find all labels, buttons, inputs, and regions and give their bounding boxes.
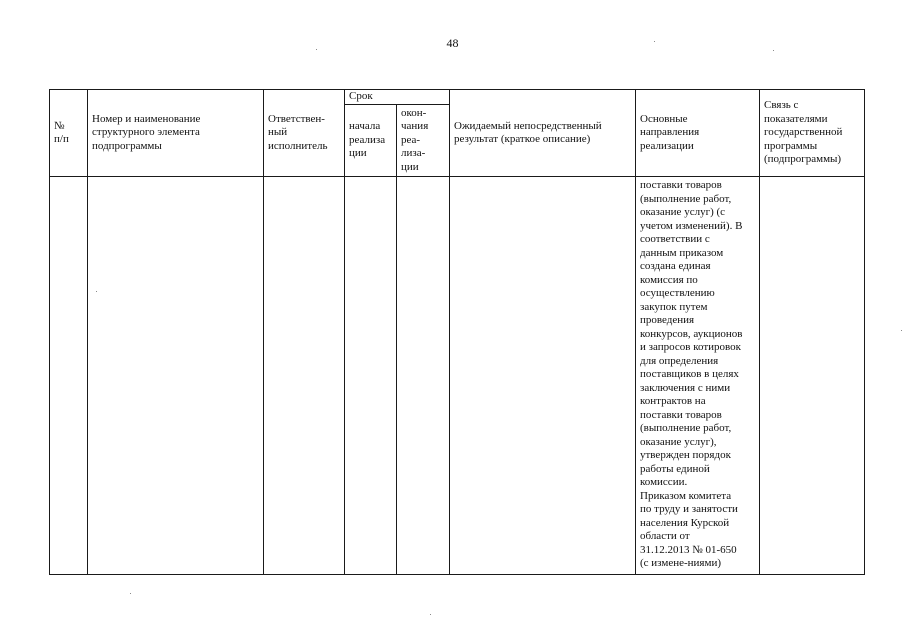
header-responsible-line: Ответствен-: [268, 112, 325, 125]
scan-speck: [901, 330, 902, 331]
directions-line: заключения с ними: [640, 381, 731, 394]
scan-speck: [316, 49, 317, 50]
header-responsible-line: ный: [268, 126, 288, 139]
header-start-line: реализа: [349, 133, 386, 146]
directions-line: закупок путем: [640, 300, 708, 313]
scan-speck: [654, 41, 655, 42]
cell-num: [50, 177, 88, 575]
header-end-line: ции: [401, 160, 419, 173]
scan-speck: [130, 593, 131, 594]
header-start-line: начала: [349, 120, 381, 132]
header-end-line: реа-: [401, 133, 421, 146]
directions-line: (выполнение работ,: [640, 192, 732, 205]
header-link-line: (подпрограммы): [764, 153, 842, 166]
directions-line: конкурсов, аукционов: [640, 327, 743, 340]
scan-speck: [773, 50, 774, 51]
header-start: [345, 104, 397, 177]
directions-line: учетом изменений). В: [640, 219, 743, 232]
directions-line: комиссии.: [640, 476, 688, 488]
header-result-line: Ожидаемый непосредственный: [454, 119, 602, 132]
header-result: [450, 90, 636, 177]
directions-line: поставки товаров: [640, 408, 722, 421]
directions-line: соответствии с: [640, 233, 710, 245]
header-name-line: Номер и наименование: [92, 112, 201, 125]
cell-start: [345, 177, 397, 575]
directions-line: области от: [640, 530, 690, 542]
header-link-line: Связь с: [764, 99, 799, 112]
directions-line: работы единой: [640, 462, 710, 475]
directions-line: по труду и занятости: [640, 503, 738, 515]
header-end-line: лиза-: [401, 147, 426, 159]
header-name-line: структурного элемента: [92, 126, 200, 139]
directions-line: поставщиков в целях: [640, 368, 739, 380]
header-num-line: п/п: [54, 133, 69, 145]
cell-result: [450, 177, 636, 575]
header-name: [88, 90, 264, 177]
directions-line: оказание услуг),: [640, 435, 717, 448]
directions-line: создана единая: [640, 260, 711, 272]
directions-line: для определения: [640, 354, 719, 367]
header-name-line: подпрограммы: [92, 139, 162, 152]
header-num: [50, 90, 88, 177]
cell-responsible: [264, 177, 345, 575]
scan-speck: [96, 291, 97, 292]
header-srok: Срок: [345, 90, 450, 105]
program-table: [49, 89, 865, 575]
directions-line: Приказом комитета: [640, 489, 732, 502]
header-link: [760, 90, 865, 177]
header-link-line: государственной: [764, 126, 843, 139]
header-result-line: результат (краткое описание): [454, 133, 591, 145]
directions-line: проведения: [640, 314, 695, 326]
cell-link: [760, 177, 865, 575]
directions-line: (выполнение работ,: [640, 422, 732, 434]
header-end-line: окон-: [401, 106, 427, 119]
directions-line: и запросов котировок: [640, 341, 742, 353]
directions-line: населения Курской: [640, 516, 730, 529]
directions-line: контрактов на: [640, 395, 706, 407]
cell-end: [397, 177, 450, 575]
header-responsible: [264, 90, 345, 177]
header-end-line: чания: [401, 120, 429, 132]
header-row-1: [50, 90, 865, 105]
header-directions-line: направления: [640, 126, 700, 139]
scan-speck: [430, 614, 431, 615]
page-number: 48: [446, 36, 459, 50]
directions-line: данным приказом: [640, 246, 724, 259]
header-directions: [636, 90, 760, 177]
directions-line: комиссия по: [640, 273, 698, 286]
directions-line: поставки товаров: [640, 179, 722, 191]
directions-line: оказание услуг) (с: [640, 206, 726, 218]
header-end: [397, 104, 450, 177]
header-responsible-line: исполнитель: [268, 139, 328, 152]
header-directions-line: реализации: [640, 139, 694, 152]
cell-directions: [636, 177, 760, 575]
cell-name: [88, 177, 264, 575]
header-link-line: программы: [764, 139, 818, 152]
header-num-line: №: [54, 119, 65, 132]
header-start-line: ции: [349, 147, 367, 159]
directions-line: осуществлению: [640, 287, 715, 299]
directions-line: 31.12.2013 № 01-650: [640, 543, 737, 556]
directions-line: утвержден порядок: [640, 449, 731, 461]
header-directions-line: Основные: [640, 112, 688, 125]
directions-line: (с измене-ниями): [640, 557, 721, 569]
header-link-line: показателями: [764, 112, 828, 125]
table-row: [50, 177, 865, 575]
